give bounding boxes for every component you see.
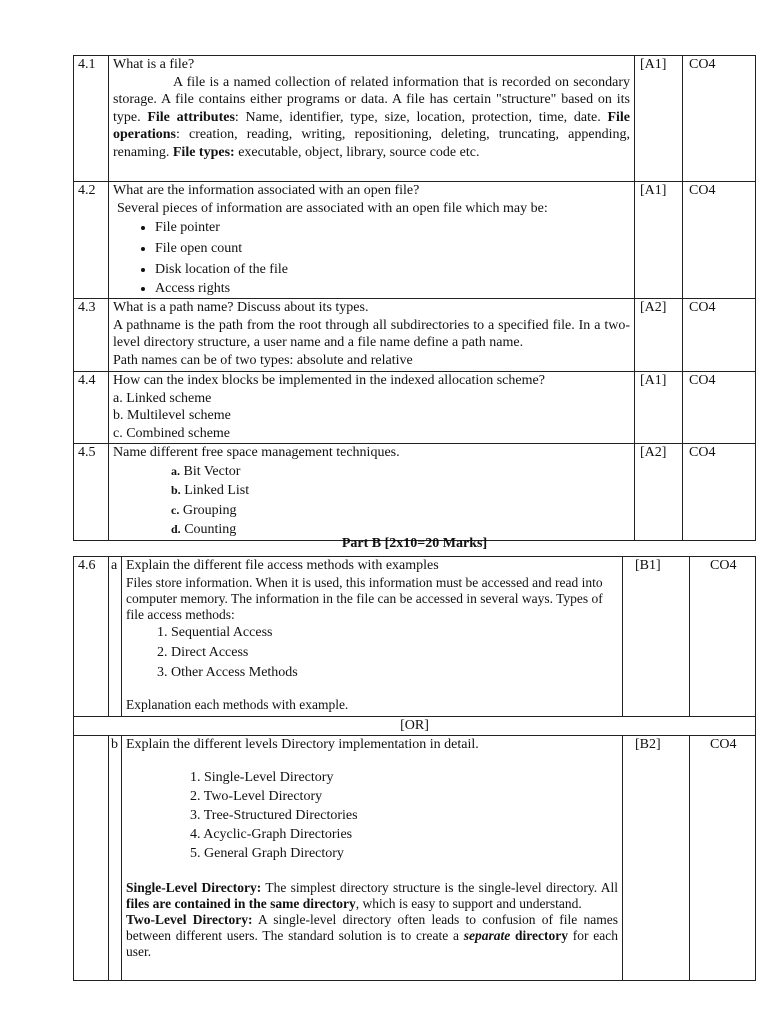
list-item: c. Combined scheme (113, 425, 231, 441)
question-cell (122, 557, 623, 717)
sl-text-end: , which is easy to support and understand. (355, 896, 582, 911)
list-item: 1. Sequential Access (171, 623, 618, 643)
answer-text: A pathname is the path from the root through all subdirectories to a specified file. In a two-level directory structure, a user name and a file name define a path name. (113, 317, 630, 350)
list-item (171, 501, 630, 521)
list-item: • Access rights (155, 280, 630, 298)
list-item: • File open count (155, 238, 630, 259)
question-cell (122, 735, 623, 980)
list-item: 1. Single-Level Directory (190, 770, 334, 785)
list-item: • Disk location of the file (155, 259, 630, 280)
list-item: 2. Two-Level Directory (190, 789, 323, 804)
question-text: Explain the different levels Directory implementation in detail. (126, 736, 479, 752)
marks-cell: [A1] (635, 182, 683, 299)
item-letter: d. (171, 522, 181, 536)
part-a-table (73, 55, 756, 541)
sub-letter: a (109, 557, 122, 717)
ops-label: File operations (113, 109, 630, 142)
table-row (74, 372, 756, 444)
question-cell (109, 299, 635, 372)
marks-cell: [A2] (635, 299, 683, 372)
single-level-para (126, 880, 618, 912)
table-row (74, 56, 756, 182)
question-cell (109, 56, 635, 182)
question-text: What are the information associated with an open file? (113, 183, 420, 198)
item-letter: c. (171, 502, 180, 517)
tl-label: Two-Level Directory: (126, 912, 253, 927)
question-cell (109, 372, 635, 444)
co-cell: CO4 (690, 557, 756, 717)
co-cell: CO4 (683, 182, 756, 299)
question-cell (109, 444, 635, 541)
co-cell: CO4 (683, 299, 756, 372)
technique-list (113, 462, 630, 540)
co-cell: CO4 (690, 735, 756, 980)
table-row (74, 735, 756, 980)
item-text: Grouping (179, 502, 237, 518)
item-text: Bit Vector (180, 463, 241, 479)
tl-text: A single-level directory often leads to confusion of file names between different users. The standard solution is to create a (126, 912, 619, 943)
tl-italic: separate (463, 928, 511, 943)
question-number: 4.4 (74, 372, 109, 444)
list-item (171, 462, 630, 482)
sub-letter: b (109, 735, 122, 980)
table-row (74, 444, 756, 541)
list-item (171, 481, 630, 501)
question-number: 4.2 (74, 182, 109, 299)
attr-text: : Name, identifier, type, size, location, protection, time, date. (234, 109, 608, 125)
types-label: File types: (172, 144, 235, 160)
tl-text-end: for each user. (126, 928, 618, 959)
list-item: 3. Other Access Methods (171, 663, 618, 683)
item-letter: a. (171, 463, 180, 478)
table-row (74, 717, 756, 736)
marks-cell: [A2] (635, 444, 683, 541)
list-item: 5. General Graph Directory (190, 846, 344, 861)
sl-text: The simplest directory structure is the single-level directory. All (261, 880, 618, 895)
question-number (74, 735, 109, 980)
question-text: What is a path name? Discuss about its types. (113, 300, 369, 315)
ops-text: : creation, reading, writing, repositioning, deleting, truncating, appending, renaming. (113, 127, 630, 160)
info-list (113, 217, 630, 298)
answer-text: Files store information. When it is used, this information must be accessed and read into computer memory. The information in the file can be accessed in several ways. Types of file access methods: (126, 574, 603, 622)
table-row (74, 182, 756, 299)
levels-list (126, 768, 618, 863)
answer-text-2: Path names can be of two types: absolute and relative (113, 352, 413, 368)
two-level-para (126, 912, 618, 960)
item-letter: b. (171, 483, 181, 497)
tl-bold: directory (510, 928, 568, 943)
or-separator: [OR] (74, 717, 756, 736)
sl-label: Single-Level Directory: (126, 880, 262, 895)
item-text: Linked List (180, 483, 250, 498)
closing-text: Explanation each methods with example. (126, 696, 349, 712)
part-b-title: Part B [2x10=20 Marks] (341, 536, 488, 551)
marks-cell: [B1] (623, 557, 690, 717)
part-b-table (73, 556, 756, 981)
attr-label: File attributes (147, 109, 235, 125)
question-text: Explain the different file access methods with examples (126, 558, 439, 573)
question-cell (109, 182, 635, 299)
marks-cell: [A1] (635, 56, 683, 182)
marks-cell: [B2] (623, 735, 690, 980)
methods-list (126, 623, 618, 683)
list-item: • File pointer (155, 217, 630, 238)
question-number: 4.3 (74, 299, 109, 372)
question-text: How can the index blocks be implemented in the indexed allocation scheme? (113, 373, 545, 388)
co-cell: CO4 (683, 56, 756, 182)
question-number: 4.1 (74, 56, 109, 182)
list-item: 2. Direct Access (171, 643, 618, 663)
answer-intro: Several pieces of information are associated with an open file which may be: (117, 200, 548, 216)
answer-text (113, 74, 630, 162)
sl-bold: files are contained in the same directory (126, 896, 356, 911)
marks-cell: [A1] (635, 372, 683, 444)
question-number: 4.6 (74, 557, 109, 717)
co-cell: CO4 (683, 372, 756, 444)
question-text: What is a file? (113, 57, 195, 72)
list-item: a. Linked scheme (113, 390, 212, 406)
table-row (74, 557, 756, 717)
question-text: Name different free space management techniques. (113, 445, 400, 460)
co-cell: CO4 (683, 444, 756, 541)
types-text: executable, object, library, source code etc. (234, 144, 480, 160)
item-text: Counting (180, 522, 237, 537)
list-item: b. Multilevel scheme (113, 408, 231, 423)
answer-intro: A file is a named collection of related information that is recorded on secondary storage. A file contains either programs or data. A file has certain "structure" based on its type. (113, 74, 630, 125)
list-item: 3. Tree-Structured Directories (190, 808, 358, 823)
list-item: 4. Acyclic-Graph Directories (190, 827, 353, 842)
question-number: 4.5 (74, 444, 109, 541)
table-row (74, 299, 756, 372)
